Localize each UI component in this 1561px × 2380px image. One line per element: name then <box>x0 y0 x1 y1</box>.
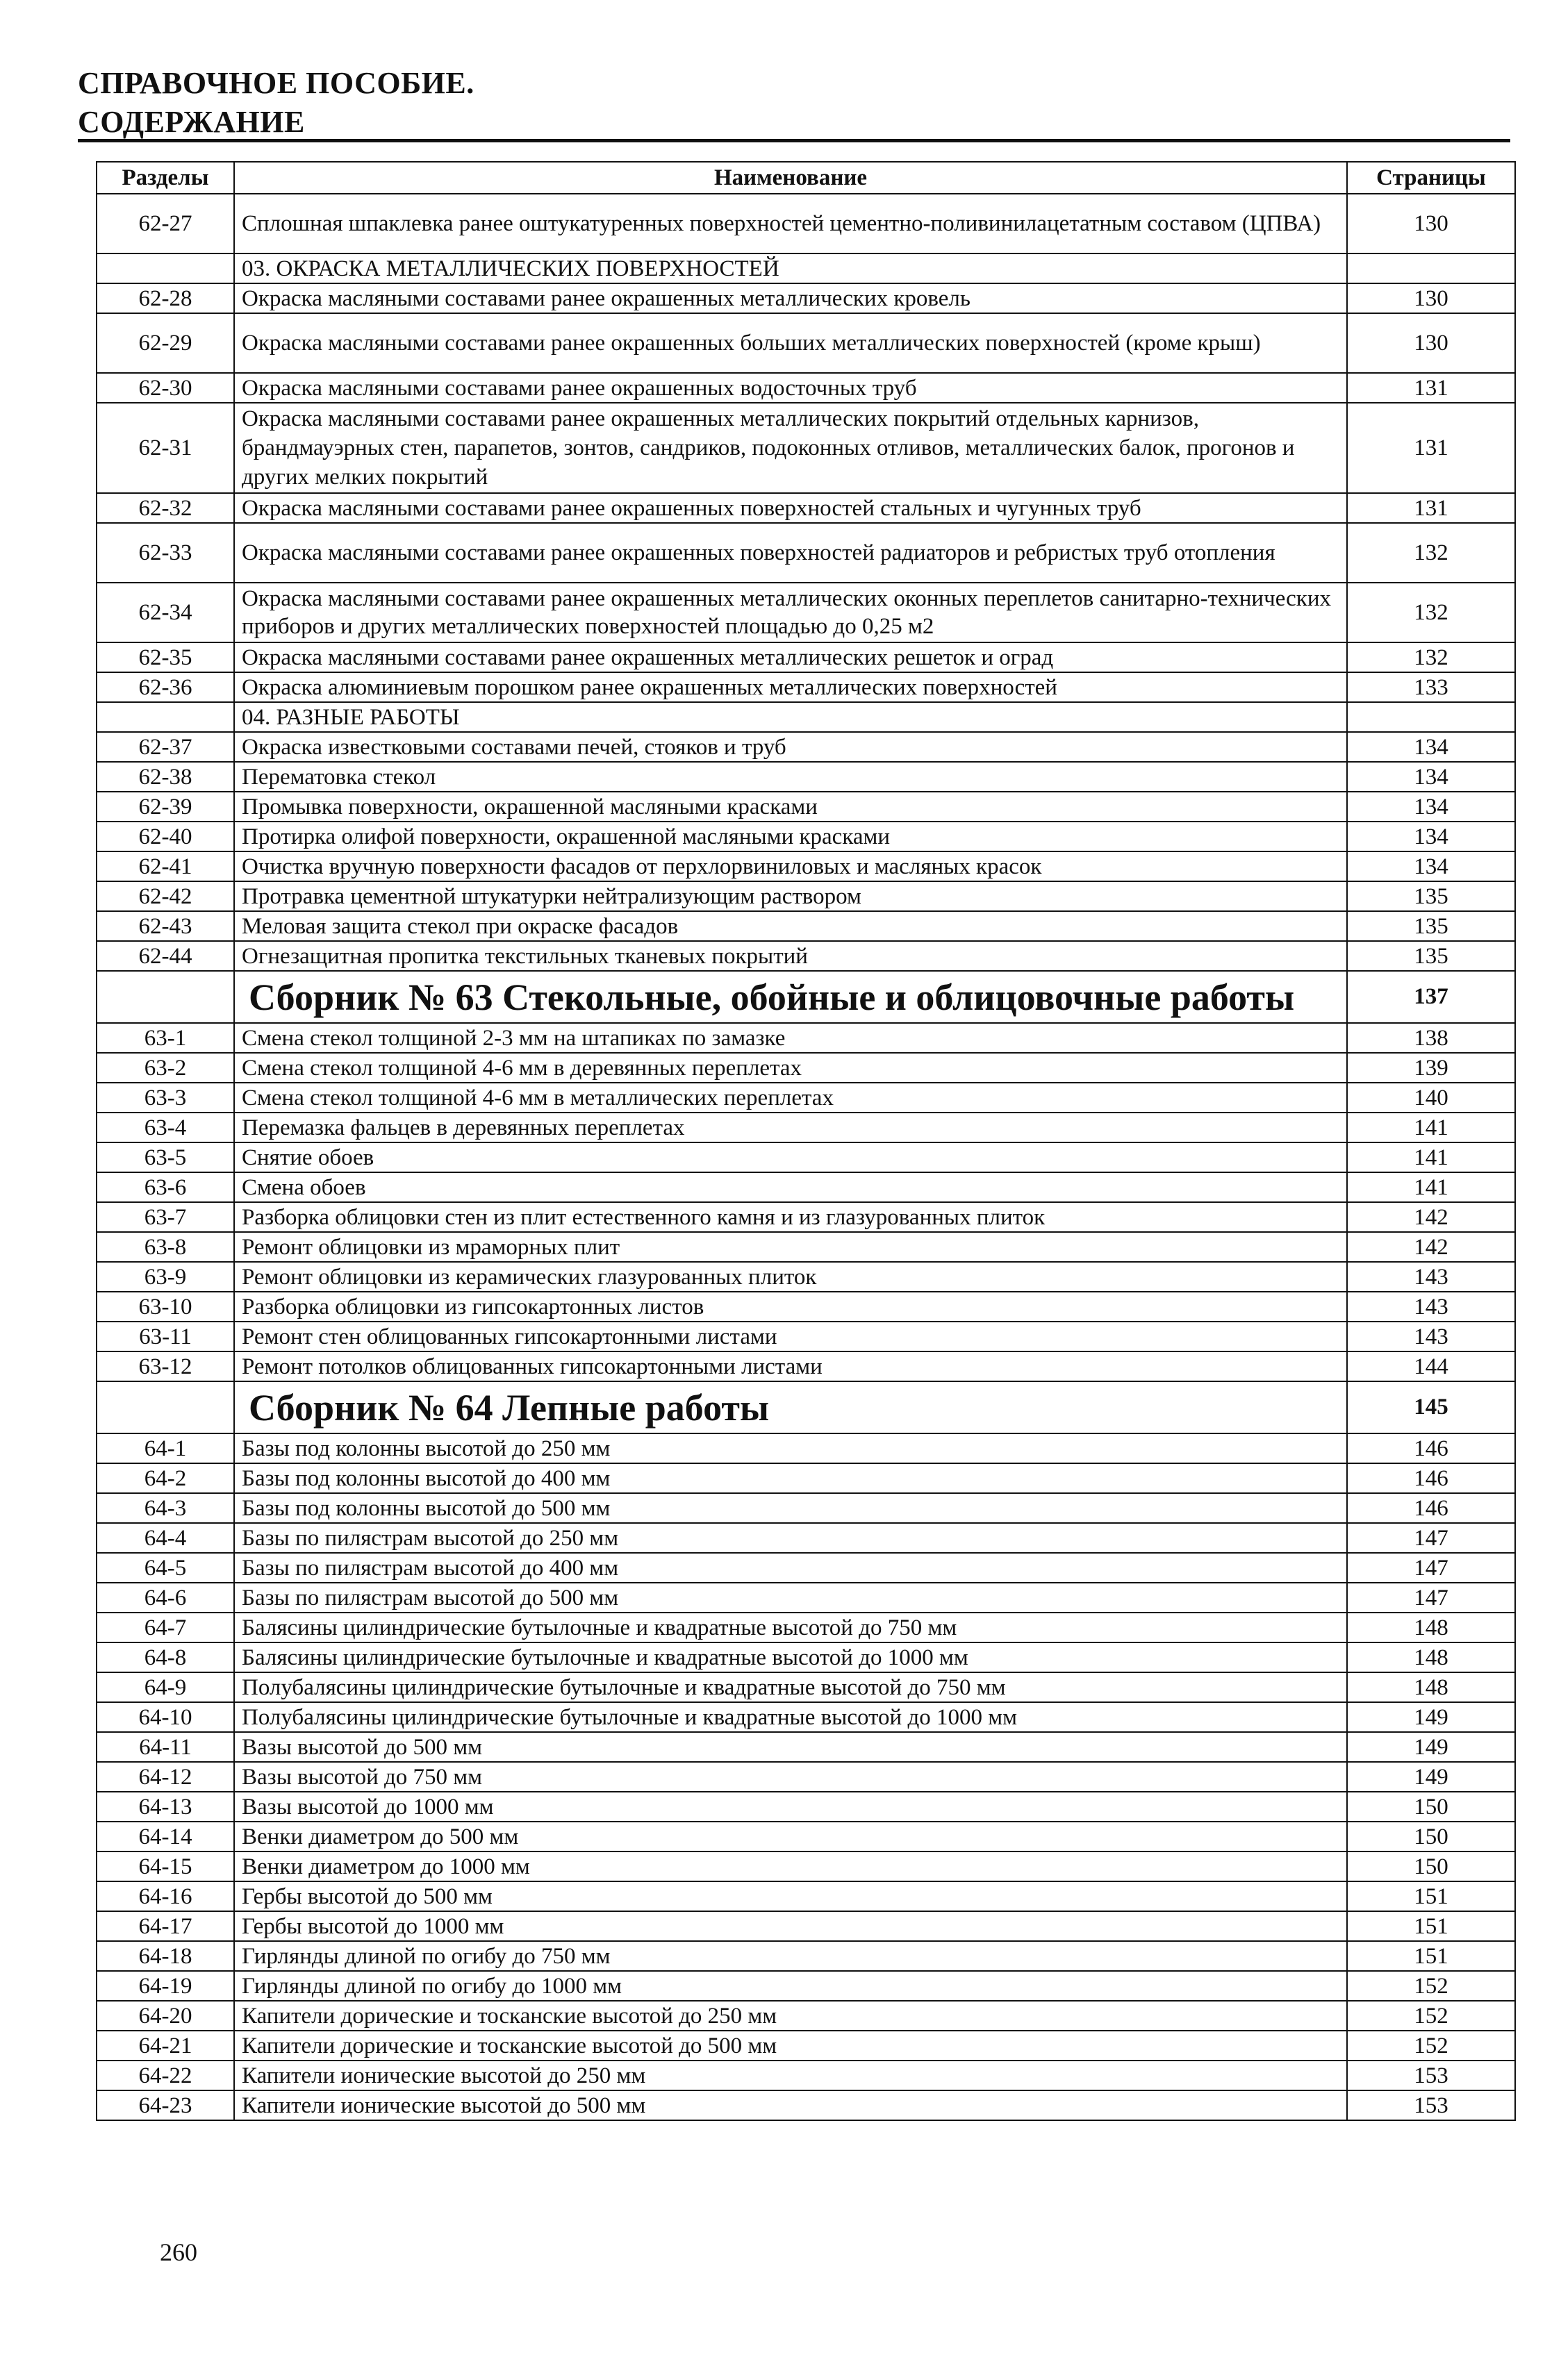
table-row <box>97 583 1515 642</box>
table-row <box>97 1172 1515 1202</box>
row-code: 63-12 <box>97 1351 234 1381</box>
row-page: 153 <box>1347 2090 1515 2120</box>
row-name: Балясины цилиндрические бутылочные и квадратные высотой до 1000 мм <box>234 1642 1347 1672</box>
section-code-cell <box>97 253 234 283</box>
row-name: Окраска масляными составами ранее окрашенных металлических кровель <box>234 283 1347 313</box>
row-name: Смена стекол толщиной 4-6 мм в деревянных переплетах <box>234 1053 1347 1083</box>
row-name: Ремонт облицовки из мраморных плит <box>234 1232 1347 1262</box>
row-code: 64-13 <box>97 1792 234 1822</box>
table-row <box>97 732 1515 762</box>
table-row <box>97 911 1515 941</box>
row-name: Венки диаметром до 500 мм <box>234 1822 1347 1851</box>
table-row <box>97 1433 1515 1463</box>
section-row <box>97 702 1515 732</box>
row-page: 151 <box>1347 1911 1515 1941</box>
row-name: Смена обоев <box>234 1172 1347 1202</box>
section-page-cell <box>1347 253 1515 283</box>
row-page: 135 <box>1347 941 1515 971</box>
table-row <box>97 2090 1515 2120</box>
row-code: 62-37 <box>97 732 234 762</box>
row-name: Полубалясины цилиндрические бутылочные и квадратные высотой до 1000 мм <box>234 1702 1347 1732</box>
row-name: Смена стекол толщиной 2-3 мм на штапиках по замазке <box>234 1023 1347 1053</box>
row-name: Снятие обоев <box>234 1142 1347 1172</box>
row-name: Капители дорические и тосканские высотой до 250 мм <box>234 2001 1347 2031</box>
row-page: 150 <box>1347 1792 1515 1822</box>
table-row <box>97 1023 1515 1053</box>
row-code: 62-32 <box>97 493 234 523</box>
row-page: 134 <box>1347 792 1515 822</box>
table-row <box>97 762 1515 792</box>
row-page: 138 <box>1347 1023 1515 1053</box>
col-header-sections: Разделы <box>97 162 234 194</box>
col-header-pages: Страницы <box>1347 162 1515 194</box>
collection-title: Сборник № 63 Стекольные, обойные и облицовочные работы <box>234 971 1347 1023</box>
row-code: 64-12 <box>97 1762 234 1792</box>
row-code: 64-19 <box>97 1971 234 2001</box>
row-page: 148 <box>1347 1672 1515 1702</box>
row-code: 63-9 <box>97 1262 234 1292</box>
table-row <box>97 373 1515 403</box>
collection-page: 145 <box>1347 1381 1515 1433</box>
row-name: Вазы высотой до 500 мм <box>234 1732 1347 1762</box>
contents-body <box>97 194 1515 2120</box>
row-code: 64-11 <box>97 1732 234 1762</box>
table-row <box>97 792 1515 822</box>
row-code: 63-3 <box>97 1083 234 1113</box>
table-row <box>97 283 1515 313</box>
row-page: 146 <box>1347 1493 1515 1523</box>
row-name: Очистка вручную поверхности фасадов от перхлорвиниловых и масляных красок <box>234 851 1347 881</box>
table-row <box>97 941 1515 971</box>
row-page: 152 <box>1347 1971 1515 2001</box>
row-page: 134 <box>1347 732 1515 762</box>
row-name: Окраска масляными составами ранее окрашенных поверхностей стальных и чугунных труб <box>234 493 1347 523</box>
table-row <box>97 1142 1515 1172</box>
row-code: 62-39 <box>97 792 234 822</box>
table-row <box>97 493 1515 523</box>
row-name: Базы по пилястрам высотой до 250 мм <box>234 1523 1347 1553</box>
row-code: 63-6 <box>97 1172 234 1202</box>
row-name: Ремонт облицовки из керамических глазурованных плиток <box>234 1262 1347 1292</box>
row-page: 151 <box>1347 1941 1515 1971</box>
header-title: СПРАВОЧНОЕ ПОСОБИЕ. <box>78 66 474 100</box>
row-code: 62-43 <box>97 911 234 941</box>
row-page: 134 <box>1347 762 1515 792</box>
row-code: 64-9 <box>97 1672 234 1702</box>
table-row <box>97 1083 1515 1113</box>
row-name: Перематовка стекол <box>234 762 1347 792</box>
row-page: 142 <box>1347 1232 1515 1262</box>
row-code: 62-34 <box>97 583 234 642</box>
table-row <box>97 1792 1515 1822</box>
table-row <box>97 1971 1515 2001</box>
row-page: 143 <box>1347 1292 1515 1322</box>
row-code: 63-5 <box>97 1142 234 1172</box>
table-row <box>97 2061 1515 2090</box>
row-name: Базы под колонны высотой до 250 мм <box>234 1433 1347 1463</box>
table-row <box>97 1941 1515 1971</box>
row-page: 149 <box>1347 1762 1515 1792</box>
section-page-cell <box>1347 702 1515 732</box>
row-page: 151 <box>1347 1881 1515 1911</box>
row-code: 63-10 <box>97 1292 234 1322</box>
row-page: 142 <box>1347 1202 1515 1232</box>
col-header-name: Наименование <box>234 162 1347 194</box>
row-name: Ремонт стен облицованных гипсокартонными листами <box>234 1322 1347 1351</box>
table-row <box>97 1642 1515 1672</box>
row-code: 64-21 <box>97 2031 234 2061</box>
row-code: 64-2 <box>97 1463 234 1493</box>
row-page: 134 <box>1347 822 1515 851</box>
row-name: Базы по пилястрам высотой до 500 мм <box>234 1583 1347 1613</box>
table-row <box>97 313 1515 373</box>
table-row <box>97 1493 1515 1523</box>
row-name: Разборка облицовки из гипсокартонных листов <box>234 1292 1347 1322</box>
row-page: 139 <box>1347 1053 1515 1083</box>
row-page: 132 <box>1347 583 1515 642</box>
row-page: 149 <box>1347 1702 1515 1732</box>
table-row <box>97 1672 1515 1702</box>
table-row <box>97 881 1515 911</box>
header-rule <box>78 139 1510 142</box>
row-page: 133 <box>1347 672 1515 702</box>
row-name: Капители ионические высотой до 250 мм <box>234 2061 1347 2090</box>
row-page: 148 <box>1347 1642 1515 1672</box>
contents-table <box>96 161 1516 2121</box>
row-code: 63-7 <box>97 1202 234 1232</box>
row-code: 62-30 <box>97 373 234 403</box>
row-name: Окраска масляными составами ранее окрашенных больших металлических поверхностей (кроме крыш) <box>234 313 1347 373</box>
section-title: 04. РАЗНЫЕ РАБОТЫ <box>234 702 1347 732</box>
row-code: 64-1 <box>97 1433 234 1463</box>
row-page: 152 <box>1347 2031 1515 2061</box>
row-page: 144 <box>1347 1351 1515 1381</box>
table-row <box>97 1113 1515 1142</box>
row-code: 64-15 <box>97 1851 234 1881</box>
row-page: 143 <box>1347 1322 1515 1351</box>
row-page: 130 <box>1347 313 1515 373</box>
section-code-cell <box>97 702 234 732</box>
page-number: 260 <box>160 2238 197 2266</box>
table-header-row <box>97 162 1515 194</box>
row-name: Гирлянды длиной по огибу до 1000 мм <box>234 1971 1347 2001</box>
row-code: 63-2 <box>97 1053 234 1083</box>
collection-page: 137 <box>1347 971 1515 1023</box>
row-code: 62-28 <box>97 283 234 313</box>
header-subtitle: СОДЕРЖАНИЕ <box>78 105 305 139</box>
row-code: 62-27 <box>97 194 234 253</box>
table-row <box>97 1762 1515 1792</box>
row-code: 64-6 <box>97 1583 234 1613</box>
row-code: 63-4 <box>97 1113 234 1142</box>
row-page: 150 <box>1347 1822 1515 1851</box>
table-row <box>97 1911 1515 1941</box>
row-code: 63-11 <box>97 1322 234 1351</box>
row-name: Капители ионические высотой до 500 мм <box>234 2090 1347 2120</box>
row-code: 62-41 <box>97 851 234 881</box>
row-name: Окраска масляными составами ранее окрашенных металлических решеток и оград <box>234 642 1347 672</box>
row-code: 62-29 <box>97 313 234 373</box>
table-row <box>97 1523 1515 1553</box>
row-code: 62-36 <box>97 672 234 702</box>
row-page: 141 <box>1347 1142 1515 1172</box>
row-page: 146 <box>1347 1463 1515 1493</box>
row-code: 62-42 <box>97 881 234 911</box>
row-page: 141 <box>1347 1113 1515 1142</box>
section-title: 03. ОКРАСКА МЕТАЛЛИЧЕСКИХ ПОВЕРХНОСТЕЙ <box>234 253 1347 283</box>
row-page: 130 <box>1347 283 1515 313</box>
row-name: Разборка облицовки стен из плит естественного камня и из глазурованных плиток <box>234 1202 1347 1232</box>
row-name: Базы под колонны высотой до 500 мм <box>234 1493 1347 1523</box>
table-row <box>97 1553 1515 1583</box>
table-row <box>97 1351 1515 1381</box>
row-code: 63-8 <box>97 1232 234 1262</box>
row-name: Гирлянды длиной по огибу до 750 мм <box>234 1941 1347 1971</box>
table-row <box>97 2001 1515 2031</box>
collection-code-cell <box>97 1381 234 1433</box>
row-name: Балясины цилиндрические бутылочные и квадратные высотой до 750 мм <box>234 1613 1347 1642</box>
row-page: 131 <box>1347 403 1515 493</box>
table-row <box>97 1202 1515 1232</box>
row-page: 147 <box>1347 1523 1515 1553</box>
table-row <box>97 672 1515 702</box>
table-row <box>97 1732 1515 1762</box>
table-row <box>97 642 1515 672</box>
row-name: Венки диаметром до 1000 мм <box>234 1851 1347 1881</box>
row-page: 135 <box>1347 881 1515 911</box>
row-page: 130 <box>1347 194 1515 253</box>
table-row <box>97 2031 1515 2061</box>
table-row <box>97 523 1515 583</box>
section-row <box>97 253 1515 283</box>
row-name: Базы под колонны высотой до 400 мм <box>234 1463 1347 1493</box>
table-row <box>97 1702 1515 1732</box>
row-code: 64-10 <box>97 1702 234 1732</box>
row-page: 141 <box>1347 1172 1515 1202</box>
table-row <box>97 1463 1515 1493</box>
table-row <box>97 1613 1515 1642</box>
collection-row <box>97 1381 1515 1433</box>
row-name: Полубалясины цилиндрические бутылочные и квадратные высотой до 750 мм <box>234 1672 1347 1702</box>
row-code: 62-31 <box>97 403 234 493</box>
row-name: Окраска масляными составами ранее окрашенных металлических покрытий отдельных карнизов, брандмауэрных стен, парапетов, зонтов, сандриков, подоконных отливов, металлических балок, прогонов и других мелких покрытий <box>234 403 1347 493</box>
row-name: Меловая защита стекол при окраске фасадов <box>234 911 1347 941</box>
row-code: 64-4 <box>97 1523 234 1553</box>
row-page: 132 <box>1347 523 1515 583</box>
row-page: 149 <box>1347 1732 1515 1762</box>
collection-row <box>97 971 1515 1023</box>
row-code: 64-14 <box>97 1822 234 1851</box>
row-name: Огнезащитная пропитка текстильных тканевых покрытий <box>234 941 1347 971</box>
row-code: 64-8 <box>97 1642 234 1672</box>
row-code: 62-33 <box>97 523 234 583</box>
table-row <box>97 1262 1515 1292</box>
row-page: 140 <box>1347 1083 1515 1113</box>
collection-code-cell <box>97 971 234 1023</box>
row-name: Вазы высотой до 750 мм <box>234 1762 1347 1792</box>
row-code: 64-17 <box>97 1911 234 1941</box>
table-row <box>97 851 1515 881</box>
row-page: 134 <box>1347 851 1515 881</box>
row-page: 132 <box>1347 642 1515 672</box>
row-page: 147 <box>1347 1553 1515 1583</box>
row-code: 62-44 <box>97 941 234 971</box>
table-row <box>97 1322 1515 1351</box>
table-row <box>97 194 1515 253</box>
row-code: 64-7 <box>97 1613 234 1642</box>
row-code: 62-35 <box>97 642 234 672</box>
row-name: Вазы высотой до 1000 мм <box>234 1792 1347 1822</box>
row-code: 63-1 <box>97 1023 234 1053</box>
row-name: Протирка олифой поверхности, окрашенной масляными красками <box>234 822 1347 851</box>
row-name: Окраска масляными составами ранее окрашенных водосточных труб <box>234 373 1347 403</box>
table-row <box>97 1053 1515 1083</box>
row-name: Гербы высотой до 1000 мм <box>234 1911 1347 1941</box>
row-page: 148 <box>1347 1613 1515 1642</box>
row-code: 64-18 <box>97 1941 234 1971</box>
row-name: Базы по пилястрам высотой до 400 мм <box>234 1553 1347 1583</box>
row-name: Окраска масляными составами ранее окрашенных металлических оконных переплетов санитарно-технических приборов и других металлических поверхностей площадью до 0,25 м2 <box>234 583 1347 642</box>
page-header <box>78 64 1509 142</box>
row-name: Сплошная шпаклевка ранее оштукатуренных поверхностей цементно-поливинилацетатным составом (ЦПВА) <box>234 194 1347 253</box>
row-code: 64-20 <box>97 2001 234 2031</box>
row-page: 135 <box>1347 911 1515 941</box>
row-page: 150 <box>1347 1851 1515 1881</box>
table-row <box>97 822 1515 851</box>
row-name: Окраска алюминиевым порошком ранее окрашенных металлических поверхностей <box>234 672 1347 702</box>
table-row <box>97 1851 1515 1881</box>
table-row <box>97 1881 1515 1911</box>
row-code: 64-22 <box>97 2061 234 2090</box>
row-code: 64-5 <box>97 1553 234 1583</box>
row-page: 147 <box>1347 1583 1515 1613</box>
table-row <box>97 1583 1515 1613</box>
row-name: Промывка поверхности, окрашенной масляными красками <box>234 792 1347 822</box>
row-page: 143 <box>1347 1262 1515 1292</box>
row-page: 131 <box>1347 373 1515 403</box>
row-code: 62-38 <box>97 762 234 792</box>
row-code: 64-23 <box>97 2090 234 2120</box>
table-row <box>97 1292 1515 1322</box>
row-code: 64-3 <box>97 1493 234 1523</box>
row-page: 153 <box>1347 2061 1515 2090</box>
row-code: 64-16 <box>97 1881 234 1911</box>
row-name: Капители дорические и тосканские высотой до 500 мм <box>234 2031 1347 2061</box>
row-name: Ремонт потолков облицованных гипсокартонными листами <box>234 1351 1347 1381</box>
row-name: Смена стекол толщиной 4-6 мм в металлических переплетах <box>234 1083 1347 1113</box>
row-page: 152 <box>1347 2001 1515 2031</box>
table-row <box>97 1232 1515 1262</box>
row-name: Гербы высотой до 500 мм <box>234 1881 1347 1911</box>
collection-title: Сборник № 64 Лепные работы <box>234 1381 1347 1433</box>
row-name: Окраска известковыми составами печей, стояков и труб <box>234 732 1347 762</box>
table-row <box>97 1822 1515 1851</box>
row-name: Окраска масляными составами ранее окрашенных поверхностей радиаторов и ребристых труб отопления <box>234 523 1347 583</box>
table-row <box>97 403 1515 493</box>
row-code: 62-40 <box>97 822 234 851</box>
row-page: 131 <box>1347 493 1515 523</box>
row-name: Протравка цементной штукатурки нейтрализующим раствором <box>234 881 1347 911</box>
row-page: 146 <box>1347 1433 1515 1463</box>
row-name: Перемазка фальцев в деревянных переплетах <box>234 1113 1347 1142</box>
